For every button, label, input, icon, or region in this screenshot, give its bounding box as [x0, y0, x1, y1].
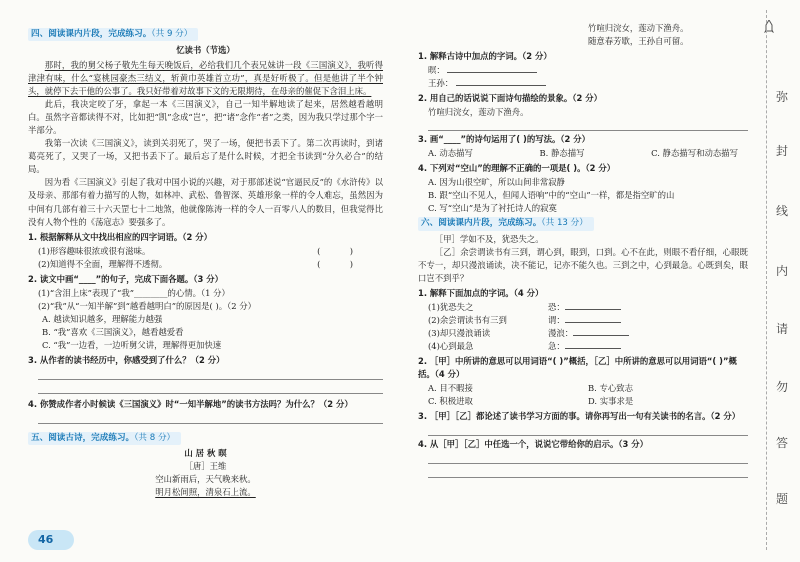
answer-line[interactable] [428, 424, 748, 436]
right-question-6-4: 4. 从［甲］［乙］中任选一个，说说它带给你的启示。（3 分） [418, 438, 649, 449]
article-title: 忆读书（节选） [176, 45, 235, 56]
word-item-4: (4)心到最急 急： [418, 340, 748, 353]
right-question-3-options [418, 147, 748, 160]
article-paragraph-3: 我第一次读《三国演义》，读到关羽死了，哭了一场，便把书丢下了。第二次再读时，到诸葛亮死了，又哭了一场，又把书丢下了。最后忘了是什么时候，才把全书读到“分久必合”的结局。 [28, 138, 383, 175]
right-question-4-option-c[interactable]: C. 写“空山”是为了衬托诗人的寂寞 [428, 203, 557, 214]
right-column [418, 22, 748, 480]
right-question-6-2-options-row-2 [418, 395, 748, 408]
binding-char: 请 [776, 322, 789, 336]
right-question-3: 3. 画“____”的诗句运用了( )的写法。（2 分） [418, 134, 591, 145]
page-number-badge [28, 530, 74, 550]
section-4-header: 四、阅读课内片段，完成练习。（共 9 分） [28, 28, 198, 41]
option-d[interactable]: D. 实事求是 [588, 395, 634, 406]
right-question-4-option-b[interactable]: B. 跟“空山不见人，但闻人语响”中的“空山”一样，都是指空旷的山 [428, 190, 675, 201]
poem-line-1: 空山新雨后，天气晚来秋。 [155, 475, 256, 485]
question-1-b: (2)知道得不全面，理解得不透彻。 ( ) [38, 258, 353, 269]
right-question-1: 1. 解释古诗中加点的字词。（2 分） [418, 51, 552, 62]
binding-char: 答 [776, 436, 789, 450]
right-question-6-3: 3. ［甲］［乙］都论述了读书学习方面的事。请你再写出一句有关读书的名言。（2 分） [418, 410, 741, 421]
binding-strip [758, 0, 800, 562]
poem-title: 山 居 秋 暝 [184, 448, 227, 459]
option-a[interactable]: A. 动态描写 [428, 148, 473, 159]
question-2-option-c[interactable]: C. “我”一边看，一边听舅父讲，理解得更加快速 [42, 339, 222, 350]
answer-line[interactable] [38, 412, 383, 424]
binding-char: 线 [776, 204, 789, 218]
binding-dashed-line [766, 10, 767, 550]
right-question-4: 4. 下列对“空山”的理解不正确的一项是( )。（2 分） [418, 163, 616, 174]
question-2: 2. 读文中画“____”的句子，完成下面各题。（3 分） [28, 273, 223, 284]
answer-line[interactable] [428, 119, 748, 131]
binding-char: 内 [776, 264, 789, 278]
answer-blank[interactable] [565, 314, 621, 323]
question-1-a: (1)形容趣味很浓或很有滋味。 ( ) [38, 245, 353, 256]
right-question-4-option-a[interactable]: A. 因为山很空旷，所以山间非常寂静 [428, 177, 565, 188]
answer-line[interactable] [428, 452, 748, 464]
answer-line[interactable] [38, 382, 383, 394]
question-3: 3. 从作者的读书经历中，你感受到了什么？（2 分） [28, 354, 225, 365]
right-question-6-2-options-row-1 [418, 382, 748, 395]
word-item-1: (1)犹恐失之 恐： [418, 301, 748, 314]
section-5-header: 五、阅读古诗，完成练习。（共 8 分） [28, 432, 181, 445]
article-paragraph-4: 因为看《三国演义》引起了我对中国小说的兴趣，对于那部述说“官逼民反”的《水浒传》以及母亲、那部有着力描写的人物，如林冲、武松、鲁智深、英雄形象一样的令人难忘，虽然因为中间有几部有着三十六天罡七十二地煞，他就像陈涛一样的令人一百零八人的数目，但我觉得比没有人物个性的《荡寇志》要强多了。 [28, 177, 383, 227]
question-2-option-a[interactable]: A. 越读知识越多，理解能力越强 [42, 313, 163, 324]
answer-blank[interactable] [565, 301, 621, 310]
page-number: 46 [38, 533, 54, 546]
answer-blank[interactable] [447, 64, 537, 73]
right-question-6-2: 2. ［甲］中所讲的意思可以用词语“( )”概括，［乙］中所讲的意思可以用词语“( )”概括。（4 分） [418, 355, 737, 379]
binding-char: 弥 [776, 90, 789, 104]
right-question-1-b: 王孙： [418, 77, 748, 90]
right-question-2-a: 竹喧归浣女，莲动下渔舟。 [428, 107, 529, 118]
binding-char: 封 [776, 144, 789, 158]
option-c[interactable]: C. 静态描写和动态描写 [651, 148, 738, 159]
section-6-header: 六、阅读课内片段，完成练习。（共 13 分） [418, 217, 594, 230]
poem-line-4: 随意春芳歇，王孙自可留。 [588, 37, 689, 47]
answer-line[interactable] [38, 368, 383, 380]
right-question-6-1: 1. 解释下面加点的字词。（4 分） [418, 287, 544, 298]
word-item-3: (3)却只漫浪诵读 漫浪： [418, 327, 748, 340]
option-a[interactable]: A. 目不暇接 [428, 382, 473, 393]
passage-yi: ［乙］余尝谓读书有三到，谓心到，眼到，口到。心不在此，则眼不看仔细，心眼既不专一，却只漫浪诵读，决不能记，记亦不能久也。三到之中，心到最急。心既到矣，眼口岂不到乎？ [418, 246, 748, 283]
right-question-1-a: 暝： [418, 64, 748, 77]
answer-blank[interactable] [573, 327, 629, 336]
question-2-a: (1)“含泪上床”表现了“我”________的心情。（1 分） [38, 287, 230, 298]
poem-line-2: 明月松间照，清泉石上流。 [155, 488, 256, 498]
option-b[interactable]: B. 静态描写 [539, 148, 585, 159]
poem-author: ［唐］王维 [184, 462, 227, 472]
right-question-2: 2. 用自己的话说说下面诗句描绘的景象。（2 分） [418, 93, 602, 104]
answer-line[interactable] [428, 466, 748, 478]
article-paragraph-2: 此后，我决定咬了牙，拿起一本《三国演义》，自己一知半解地读了起来，居然越看越明白。虽然字音都读得不对，比如把“凯”念成“岂”，把“诸”念作“者”之类，因为我只学过那个字一半部分。 [28, 99, 383, 136]
answer-blank[interactable] [456, 77, 546, 86]
left-column [28, 26, 383, 499]
article-paragraph-1: 那时，我的舅父杨子敬先生每天晚饭后，必给我们几个表兄妹讲一段《三国演义》，我听得津津有味，什么“宴桃园豪杰三结义，斩黄巾英雄首立功”，真是好听极了。但是他讲了半个钟头，就停下去干他的公事了。我只好带着对故事下文的无限期待，在母亲的催促下含泪上床。 [28, 60, 383, 97]
binding-char: 勿 [776, 380, 789, 394]
binding-char: 题 [776, 492, 789, 506]
question-4: 4. 你赞成作者小时候读《三国演义》时“一知半解地”的读书方法吗？为什么？（2 分） [28, 398, 353, 409]
question-2-option-b[interactable]: B. “我”喜欢《三国演义》，越看越爱看 [42, 326, 184, 337]
answer-blank[interactable] [565, 340, 621, 349]
question-2-b: (2)“我”从“一知半解”到“越看越明白”的原因是( )。（2 分） [38, 300, 257, 311]
word-item-2: (2)余尝谓读书有三到 谓： [418, 314, 748, 327]
passage-jia: ［甲］学如不及，犹恐失之。 [434, 233, 544, 244]
option-c[interactable]: C. 积极进取 [428, 395, 473, 406]
option-b[interactable]: B. 专心致志 [588, 382, 633, 393]
poem-line-3: 竹喧归浣女，莲动下渔舟。 [588, 24, 689, 33]
question-1: 1. 根据解释从文中找出相应的四字词语。（2 分） [28, 231, 212, 242]
